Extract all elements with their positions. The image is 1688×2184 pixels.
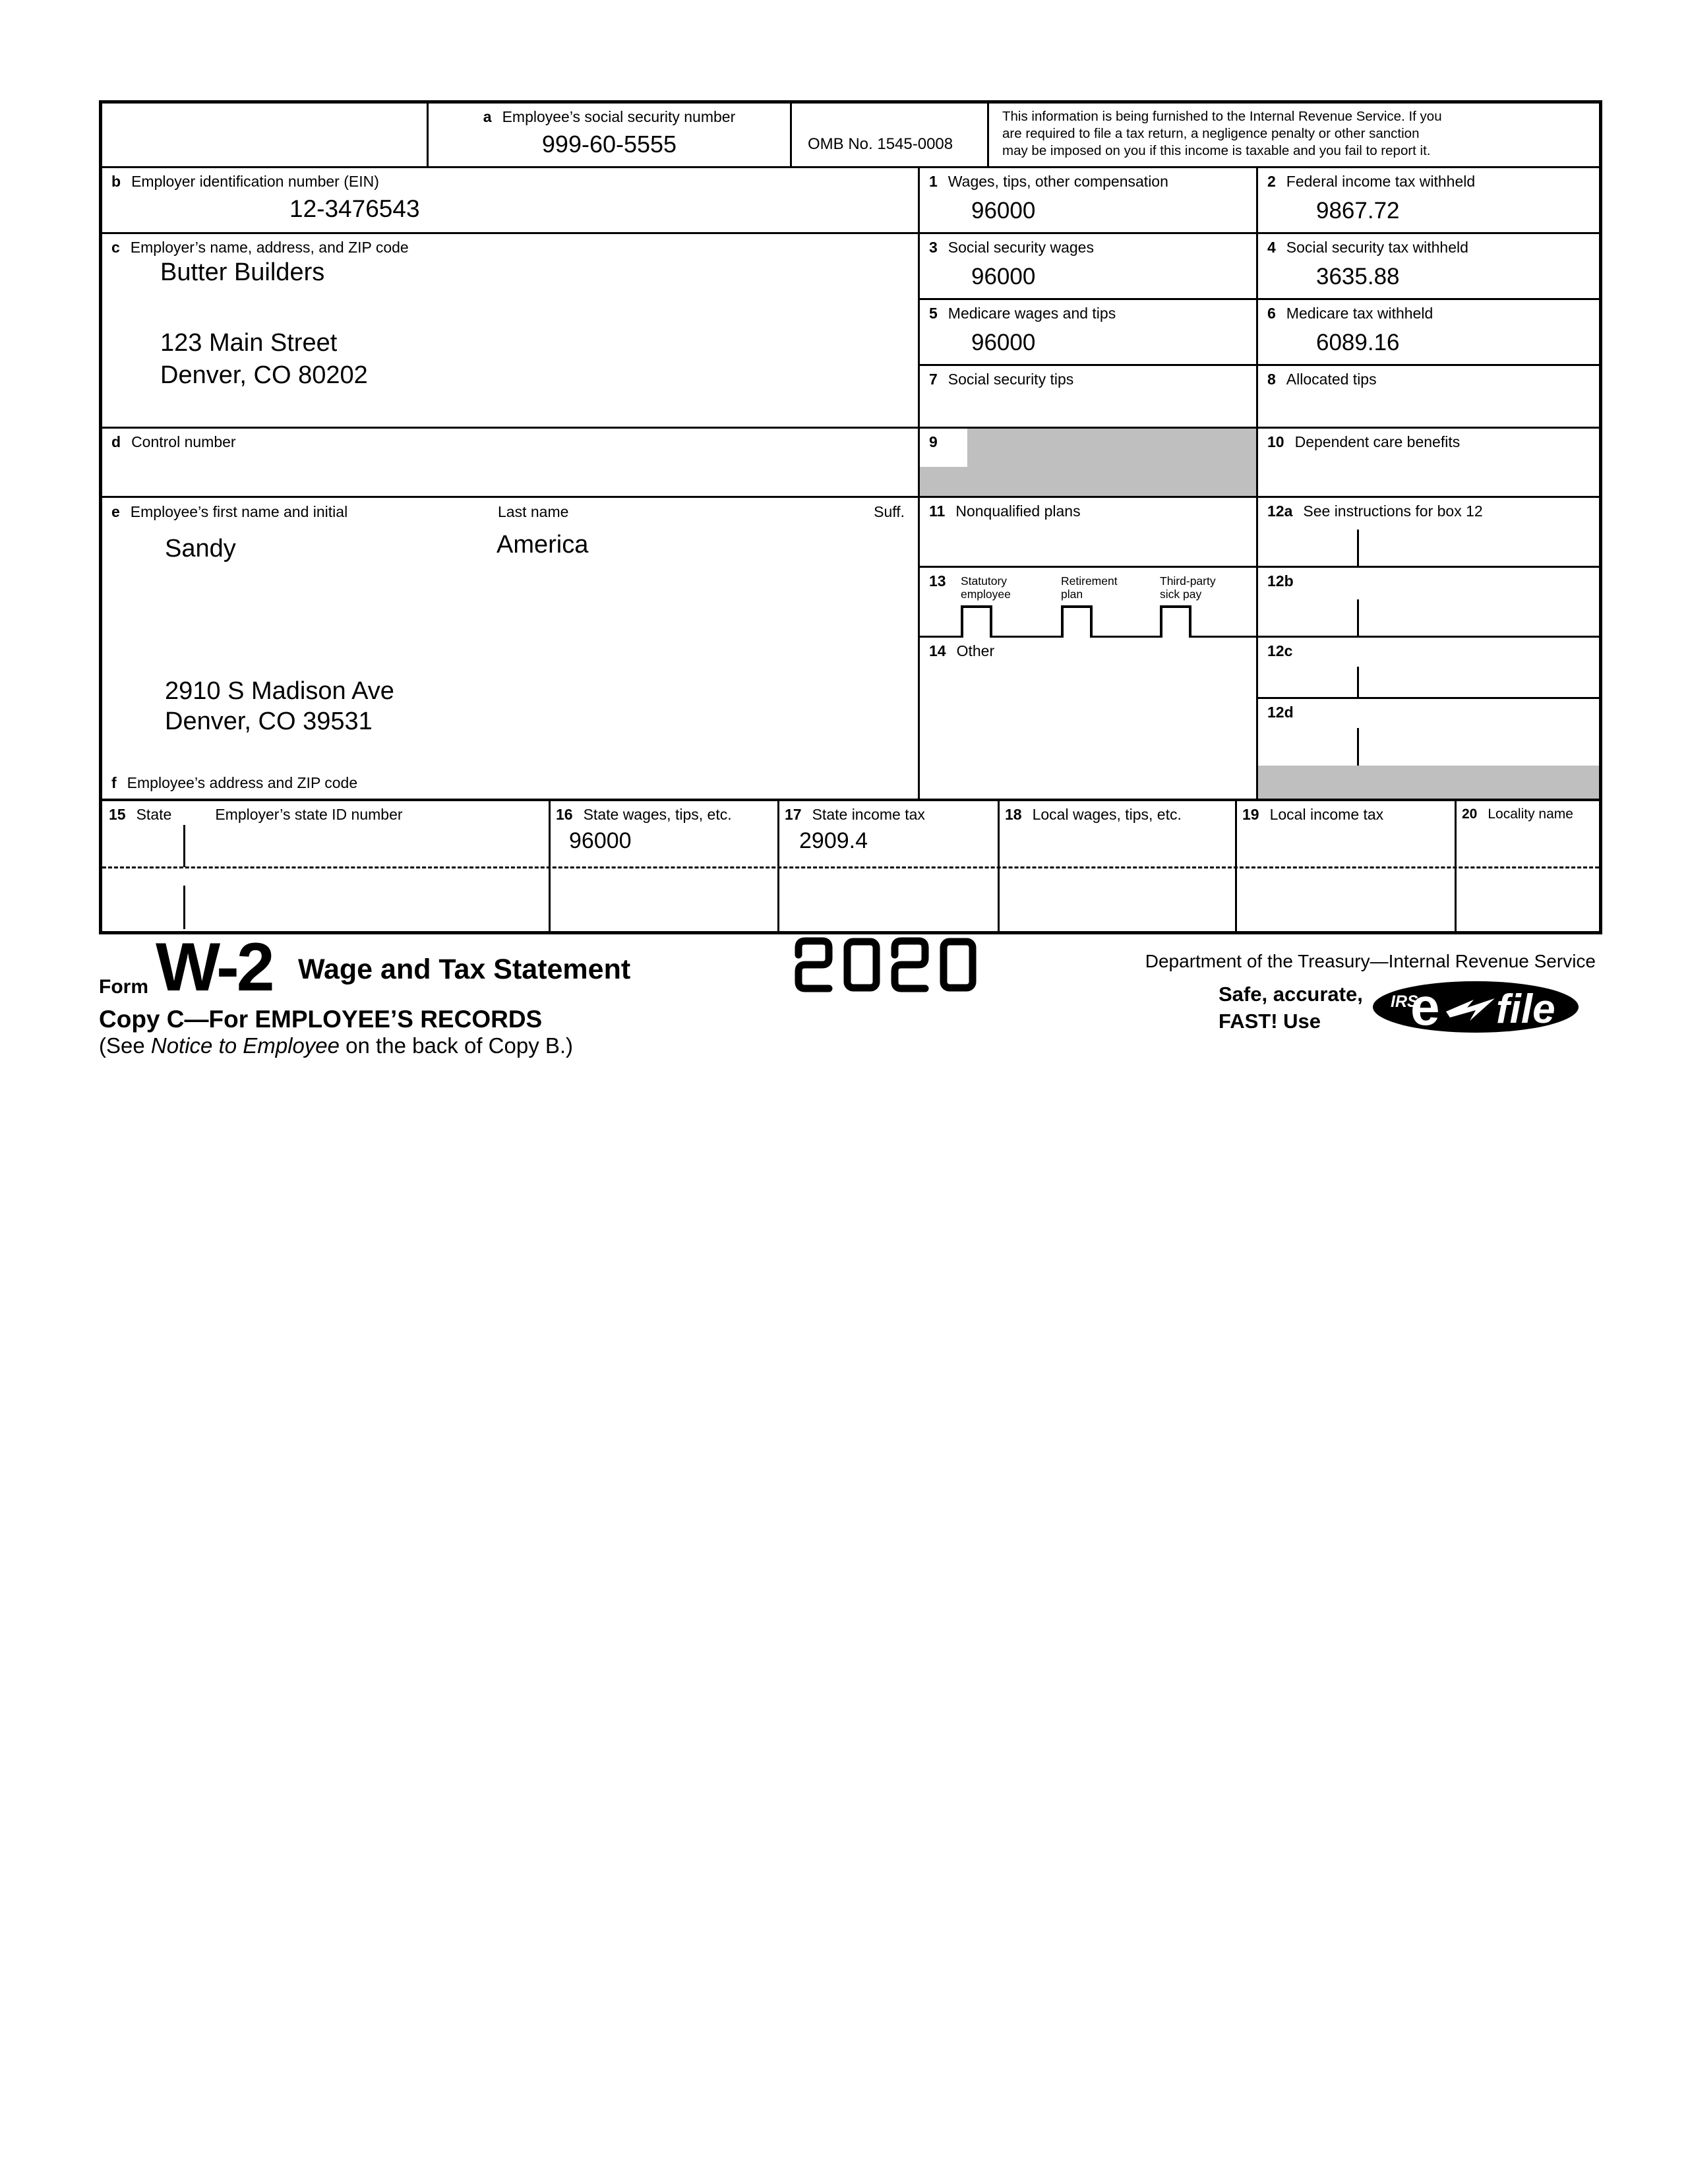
box-f-title: Employee’s address and ZIP code (127, 774, 358, 791)
box-1-title: Wages, tips, other compensation (948, 173, 1168, 190)
box-17-num: 17 (785, 806, 802, 823)
box-14-title: Other (956, 642, 995, 659)
third-party-sick-pay-label: Third-party sick pay (1160, 574, 1216, 601)
box-13-checkboxes (920, 568, 1258, 638)
box-1-num: 1 (929, 173, 938, 190)
box-c-employer (102, 234, 920, 429)
disclaimer-line-3: may be imposed on you if this income is taxable and you fail to report it. (1002, 143, 1431, 158)
box-a-label (429, 104, 790, 125)
box-7-num: 7 (929, 371, 938, 388)
box-b-label (102, 168, 918, 190)
box-11-label (920, 498, 1256, 520)
box-19-label (1237, 801, 1455, 823)
statutory-employee-label: Statutory employee (961, 574, 1011, 601)
box-12b-num: 12b (1267, 572, 1294, 590)
box-1-value: 96000 (971, 198, 1036, 224)
box-3-value: 96000 (971, 264, 1036, 290)
box-omb (792, 104, 989, 168)
box-c-num: c (111, 239, 120, 256)
box-5-label (920, 300, 1256, 322)
box-1-label (920, 168, 1256, 190)
box-14-num: 14 (929, 642, 946, 659)
box-4-ss-tax (1258, 234, 1599, 300)
box-8-allocated-tips (1258, 366, 1599, 429)
box-b-title: Employer identification number (EIN) (131, 173, 379, 190)
box-6-medicare-tax (1258, 300, 1599, 366)
svg-text:e: e (1410, 981, 1440, 1033)
box-12a (1258, 498, 1599, 568)
box-9-label (920, 429, 1256, 450)
box-11-title: Nonqualified plans (955, 502, 1081, 520)
box-5-title: Medicare wages and tips (948, 305, 1116, 322)
employer-name: Butter Builders (160, 258, 325, 287)
box-4-title: Social security tax withheld (1286, 239, 1468, 256)
box-12d (1258, 699, 1599, 766)
box-a-title: Employee’s social security number (502, 108, 736, 125)
box-e-title: Employee’s first name and initial (130, 503, 348, 520)
box-13-label (920, 568, 957, 590)
box-15-tick-upper (183, 825, 185, 867)
see-prefix: (See (99, 1033, 151, 1058)
svg-text:IRS: IRS (1391, 992, 1418, 1011)
box-15-num: 15 (109, 806, 126, 823)
box-d-control-number (102, 429, 920, 498)
box-a-ssn (429, 104, 792, 168)
box-20-title: Locality name (1488, 806, 1573, 822)
box-disclaimer (989, 104, 1599, 168)
box-6-value: 6089.16 (1316, 330, 1400, 356)
box-b-ein (102, 168, 920, 234)
retirement-plan-label: Retirement plan (1061, 574, 1118, 601)
box-2-federal-tax (1258, 168, 1599, 234)
box-6-num: 6 (1267, 305, 1276, 322)
box-10-label (1258, 429, 1599, 450)
box-12b (1258, 568, 1599, 638)
box-3-ss-wages (920, 234, 1258, 300)
box-2-value: 9867.72 (1316, 198, 1400, 224)
box-15-id-title: Employer’s state ID number (215, 806, 403, 823)
employer-street: 123 Main Street (160, 329, 338, 357)
box-17-value: 2909.4 (799, 828, 868, 854)
box-11-nonqualified-plans (920, 498, 1258, 568)
box-c-title: Employer’s name, address, and ZIP code (130, 239, 409, 256)
form-title: Wage and Tax Statement (298, 954, 631, 985)
employee-first-name: Sandy (165, 535, 236, 562)
box-18-label (1000, 801, 1235, 823)
box-a-num: a (483, 108, 492, 125)
box-1-wages (920, 168, 1258, 234)
box-10-num: 10 (1267, 433, 1284, 450)
box-14-label (920, 638, 1256, 659)
box-16-state-wages (551, 799, 779, 931)
box-15-tick-lower (183, 886, 185, 929)
box-4-value: 3635.88 (1316, 264, 1400, 290)
box-12b-label (1258, 568, 1599, 590)
third-party-sick-pay-checkbox[interactable] (1160, 605, 1191, 641)
employer-city: Denver, CO 80202 (160, 361, 368, 390)
see-suffix: on the back of Copy B.) (340, 1033, 574, 1058)
box-20-num: 20 (1462, 806, 1478, 822)
box-12d-num: 12d (1267, 704, 1294, 721)
box-16-title: State wages, tips, etc. (583, 806, 732, 823)
box-12a-title: See instructions for box 12 (1303, 502, 1483, 520)
box-e-label (111, 503, 347, 521)
ssn-value: 999-60-5555 (541, 131, 677, 158)
omb-number: OMB No. 1545-0008 (808, 135, 953, 153)
box-17-state-income-tax (779, 799, 1000, 931)
box-2-num: 2 (1267, 173, 1276, 190)
box-d-label (102, 429, 918, 450)
statutory-employee-group (961, 574, 1046, 641)
statutory-employee-checkbox[interactable] (961, 605, 992, 641)
box-15-state-title: State (136, 806, 172, 823)
box-d-num: d (111, 433, 121, 450)
box-16-num: 16 (556, 806, 573, 823)
box-10-title: Dependent care benefits (1294, 433, 1461, 450)
box-17-label (779, 801, 998, 823)
form-word: Form (99, 976, 148, 998)
box-8-title: Allocated tips (1286, 371, 1377, 388)
last-name-label: Last name (498, 503, 569, 520)
employee-city: Denver, CO 39531 (165, 708, 373, 735)
box-8-num: 8 (1267, 371, 1276, 388)
box-16-value: 96000 (569, 828, 632, 854)
box-5-medicare-wages (920, 300, 1258, 366)
employee-street: 2910 S Madison Ave (165, 677, 394, 705)
box-18-local-wages (1000, 799, 1237, 931)
box-7-ss-tips (920, 366, 1258, 429)
svg-text:file: file (1496, 986, 1555, 1032)
box-13-num: 13 (929, 572, 946, 590)
box-19-num: 19 (1242, 806, 1259, 823)
box-16-label (551, 801, 777, 823)
irs-efile-logo (1372, 981, 1580, 1037)
retirement-plan-group (1061, 574, 1147, 641)
box-6-label (1258, 300, 1599, 322)
box-f-num: f (111, 774, 117, 791)
box-15-label (102, 801, 549, 823)
box-9-shaded (920, 429, 1258, 498)
box-c-label (102, 234, 918, 256)
w2-form (99, 100, 1602, 934)
box-12a-label (1258, 498, 1599, 520)
box-18-title: Local wages, tips, etc. (1032, 806, 1182, 823)
state-row-dashed-divider (102, 866, 1599, 868)
blank-top-left-box (102, 104, 429, 168)
box-f-label (111, 774, 357, 792)
department-line: Department of the Treasury—Internal Revenue Service (1145, 951, 1596, 971)
box-5-num: 5 (929, 305, 938, 322)
box-7-title: Social security tips (948, 371, 1074, 388)
box-3-title: Social security wages (948, 239, 1094, 256)
box-19-title: Local income tax (1269, 806, 1384, 823)
box-5-value: 96000 (971, 330, 1036, 356)
copy-c-line: Copy C—For EMPLOYEE’S RECORDS (99, 1006, 543, 1033)
disclaimer-line-1: This information is being furnished to the Internal Revenue Service. If you (1002, 109, 1442, 124)
box-12b-entry-line (1357, 599, 1359, 636)
box-14-other (920, 638, 1258, 799)
box-8-label (1258, 366, 1599, 388)
see-notice-line (99, 1033, 573, 1058)
box-12a-num: 12a (1267, 502, 1293, 520)
box-2-title: Federal income tax withheld (1286, 173, 1476, 190)
box-12d-label (1258, 699, 1599, 721)
third-party-sick-pay-group (1160, 574, 1246, 641)
box-17-title: State income tax (812, 806, 925, 823)
fast-use-line: FAST! Use (1219, 1010, 1321, 1033)
box-11-num: 11 (929, 502, 946, 520)
employee-last-name: America (497, 531, 589, 559)
box-e-num: e (111, 503, 120, 520)
box-e-f-employee (102, 498, 920, 799)
safe-accurate-line: Safe, accurate, (1219, 983, 1363, 1006)
box-15-state (102, 799, 551, 931)
box-4-label (1258, 234, 1599, 256)
see-italic: Notice to Employee (150, 1033, 340, 1058)
box-d-title: Control number (131, 433, 236, 450)
box-b-num: b (111, 173, 121, 190)
box-6-title: Medicare tax withheld (1286, 305, 1433, 322)
box-12c-num: 12c (1267, 642, 1293, 659)
box-2-label (1258, 168, 1599, 190)
box-12c-label (1258, 638, 1599, 659)
box-19-local-income-tax (1237, 799, 1457, 931)
box-10-dependent-care (1258, 429, 1599, 498)
suffix-label: Suff. (874, 503, 905, 520)
shaded-bar (1258, 766, 1599, 799)
box-12d-entry-line (1357, 728, 1359, 766)
retirement-plan-checkbox[interactable] (1061, 605, 1093, 641)
box-4-num: 4 (1267, 239, 1276, 256)
box-9-num: 9 (929, 433, 938, 450)
box-20-label (1457, 801, 1599, 822)
box-3-label (920, 234, 1256, 256)
box-12a-entry-line (1357, 530, 1359, 566)
box-12c (1258, 638, 1599, 699)
box-7-label (920, 366, 1256, 388)
box-18-num: 18 (1005, 806, 1022, 823)
form-number: W-2 (156, 929, 272, 1006)
box-12c-entry-line (1357, 667, 1359, 697)
disclaimer-line-2: are required to file a tax return, a negligence penalty or other sanction (1002, 126, 1420, 141)
ein-value: 12-3476543 (289, 195, 420, 223)
box-3-num: 3 (929, 239, 938, 256)
box-20-locality-name (1457, 799, 1599, 931)
